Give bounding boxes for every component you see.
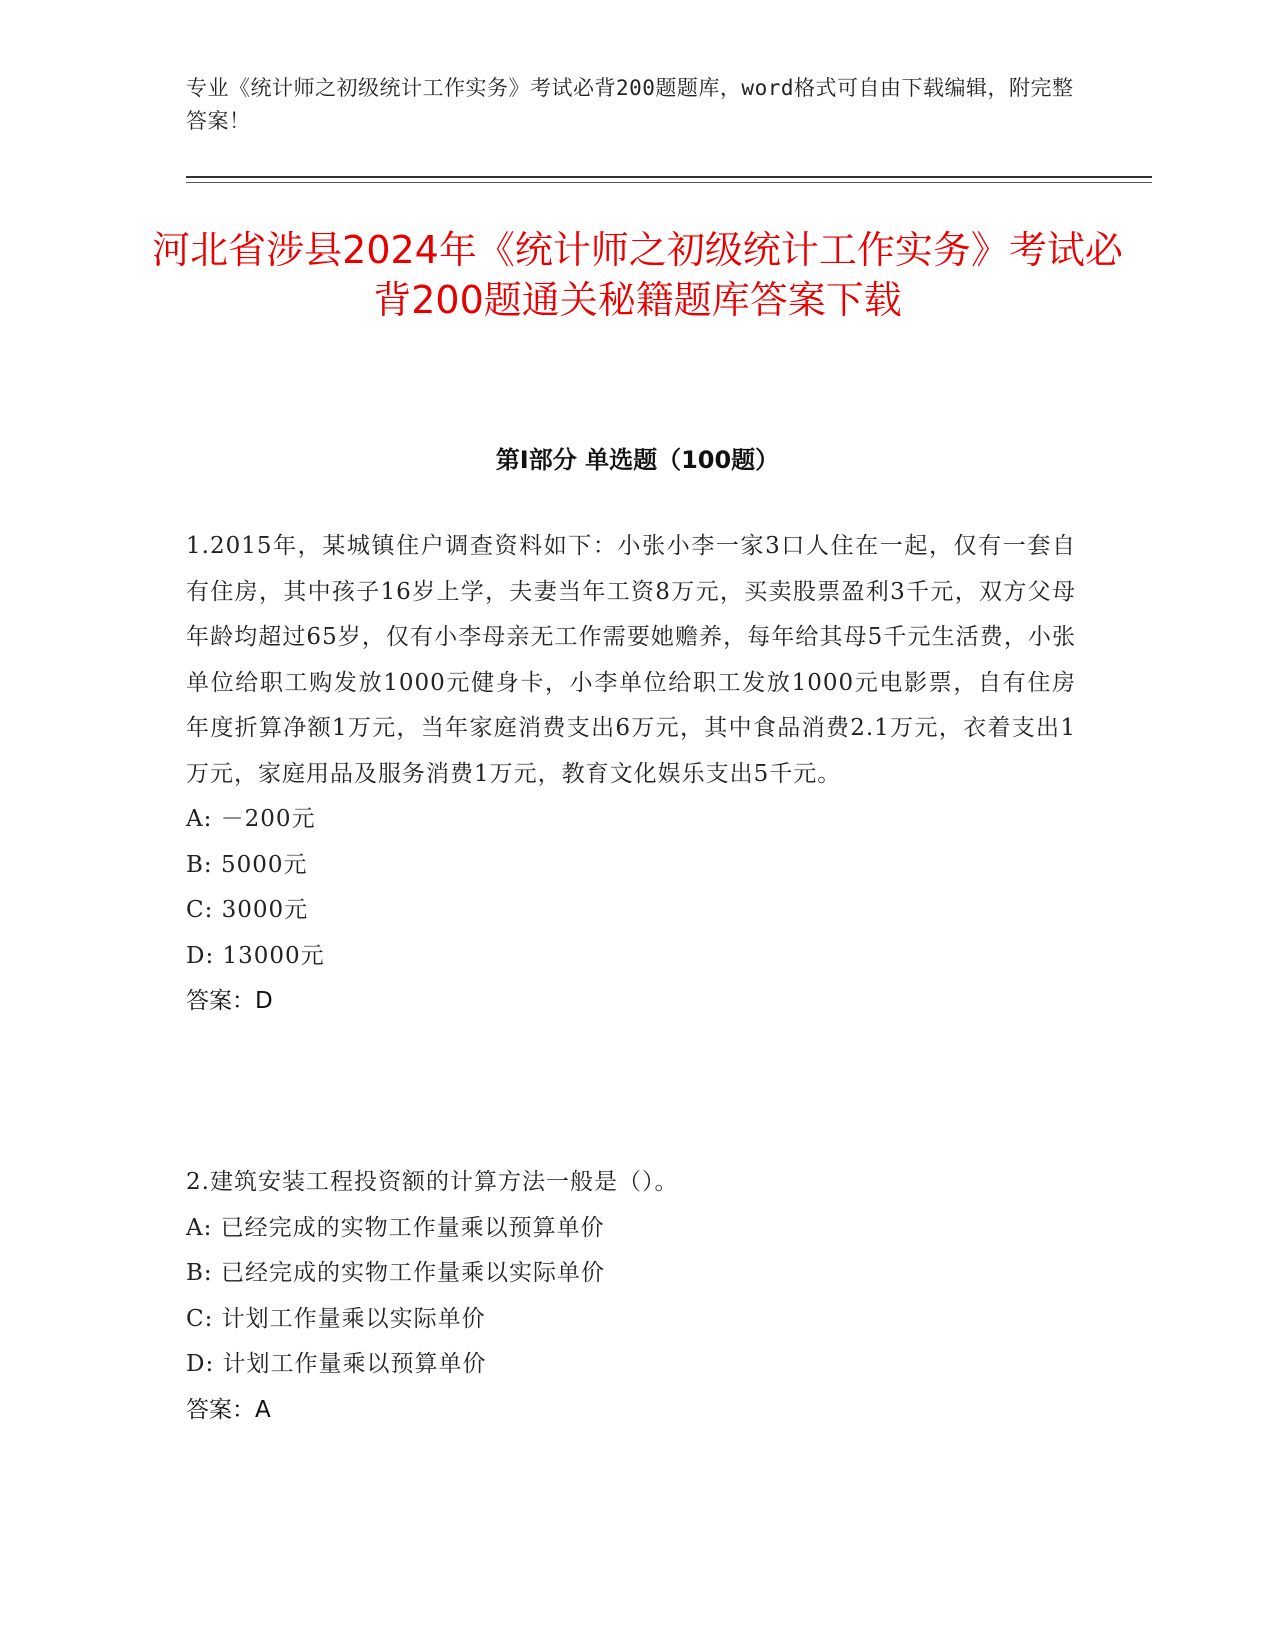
header-divider-thin <box>186 182 1152 183</box>
option-a: A: 已经完成的实物工作量乘以预算单价 <box>186 1214 605 1241</box>
answer-label: 答案：A <box>186 1396 271 1423</box>
option-c: C: 计划工作量乘以实际单价 <box>186 1305 486 1332</box>
document-title: 河北省涉县2024年《统计师之初级统计工作实务》考试必背200题通关秘籍题库答案下载 <box>152 228 1123 322</box>
section-heading: 第Ⅰ部分 单选题（100题） <box>495 446 780 474</box>
question-stem: 2.建筑安装工程投资额的计算方法一般是（）。 <box>186 1169 679 1195</box>
option-a: A: －200元 <box>186 806 316 832</box>
option-c: C: 3000元 <box>186 897 309 923</box>
option-b: B: 已经完成的实物工作量乘以实际单价 <box>186 1260 605 1286</box>
question-stem: 1.2015年，某城镇住户调查资料如下：小张小李一家3口人住在一起，仅有一套自有住房，其中孩子16岁上学，夫妻当年工资8万元，买卖股票盈利3千元，双方父母年龄均超过65岁，仅有小李母亲无工作需要她赡养，每年给其母5千元生活费，小张单位给职工购发放1000元健身卡，小李单位给职工发放1000元电影票，自有住房年度折算净额1万元，当年家庭消费支出6万元，其中食品消费2.1万元，衣着支出1万元，家庭用品及服务消费1万元，教育文化娱乐支出5千元。 <box>186 533 1076 787</box>
option-d: D: 计划工作量乘以预算单价 <box>186 1351 487 1377</box>
header-divider-thick <box>186 176 1152 178</box>
header-note: 专业《统计师之初级统计工作实务》考试必背200题题库，word格式可自由下载编辑，附完整答案！ <box>186 76 1074 133</box>
option-d: D: 13000元 <box>186 942 325 969</box>
question-2 <box>186 1160 1076 1433</box>
answer-label: 答案：D <box>186 988 273 1014</box>
question-1 <box>186 524 1076 1025</box>
option-b: B: 5000元 <box>186 851 308 878</box>
